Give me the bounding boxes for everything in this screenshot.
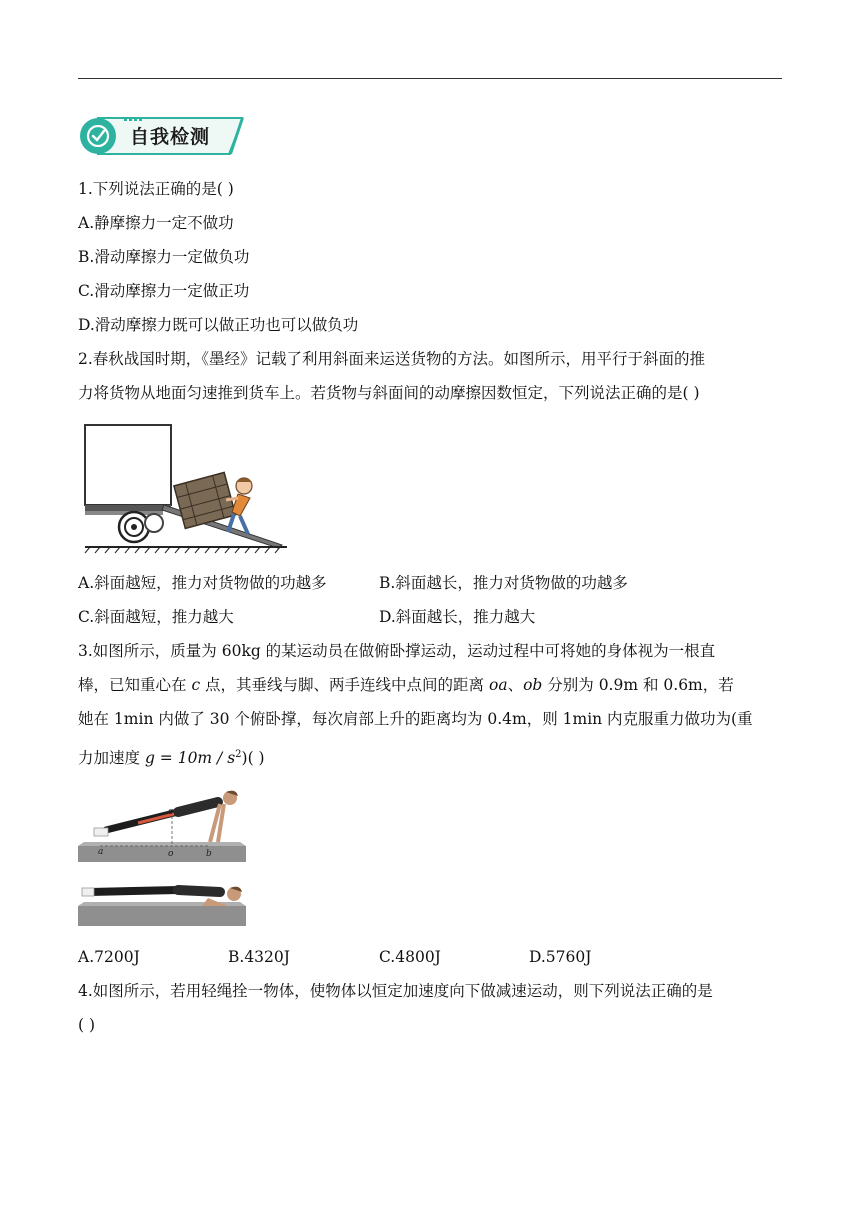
q3-var-ob: ob xyxy=(523,676,543,694)
q2-option-b: B.斜面越长，推力对货物做的功越多 xyxy=(379,574,628,592)
q2-stem-line1: 2.春秋战国时期，《墨经》记载了利用斜面来运送货物的方法。如图所示，用平行于斜面的推 xyxy=(78,350,706,368)
q3-formula-sup: 2 xyxy=(235,749,242,760)
q1-stem: 1.下列说法正确的是( ) xyxy=(78,180,234,198)
section-title: 自我检测 xyxy=(130,126,211,148)
q3-figure-pushup-lowered xyxy=(78,876,248,932)
q3-fig-label-o: o xyxy=(168,849,174,859)
q3-formula: g = 10m / s xyxy=(144,749,236,768)
q3-option-d: D.5760J xyxy=(529,948,592,966)
section-badge xyxy=(78,114,246,158)
q1-option-b: B.滑动摩擦力一定做负功 xyxy=(78,248,250,266)
q3-var-oa: oa xyxy=(488,676,508,694)
q3-fig-label-a: a xyxy=(98,847,104,857)
q4-stem-line2: ( ) xyxy=(78,1016,96,1034)
q3-stem-line4-b: )( ) xyxy=(241,749,265,768)
q3-fig-label-c: c xyxy=(168,807,174,817)
q1-option-c: C.滑动摩擦力一定做正功 xyxy=(78,282,250,300)
q2-figure-truck-ramp xyxy=(82,420,292,559)
q3-fig-label-b: b xyxy=(206,849,212,859)
q2-option-a: A.斜面越短，推力对货物做的功越多 xyxy=(78,574,327,592)
q2-option-c: C.斜面越短，推力越大 xyxy=(78,608,234,626)
q3-stem-line2-c: 分别为 0.9m 和 0.6m，若 xyxy=(542,676,734,694)
header-rule xyxy=(78,78,782,79)
q3-stem-line4 xyxy=(78,745,265,768)
q3-stem-line4-a: 力加速度 xyxy=(78,749,145,768)
q3-figure-pushup-raised xyxy=(78,784,248,868)
q3-option-c: C.4800J xyxy=(379,948,441,966)
q3-option-a: A.7200J xyxy=(78,948,140,966)
q4-stem-line1: 4.如图所示，若用轻绳拴一物体，使物体以恒定加速度向下做减速运动，则下列说法正确的是 xyxy=(78,982,713,1000)
q3-var-c: c xyxy=(191,676,201,694)
q3-stem-line2 xyxy=(78,675,734,695)
q3-stem-line2-a: 棒，已知重心在 xyxy=(78,676,192,694)
q1-option-d: D.滑动摩擦力既可以做正功也可以做负功 xyxy=(78,316,359,334)
q3-sep: 、 xyxy=(507,676,524,694)
q3-stem-line2-b: 点，其垂线与脚、两手连线中点间的距离 xyxy=(200,676,489,694)
q3-stem-line1: 3.如图所示，质量为 60kg 的某运动员在做俯卧撑运动，运动过程中可将她的身体视为一根直 xyxy=(78,642,716,660)
q2-stem-line2: 力将货物从地面匀速推到货车上。若货物与斜面间的动摩擦因数恒定，下列说法正确的是( ) xyxy=(78,384,700,402)
q3-option-b: B.4320J xyxy=(228,948,290,966)
q2-option-d: D.斜面越长，推力越大 xyxy=(379,608,536,626)
q1-option-a: A.静摩擦力一定不做功 xyxy=(78,214,234,232)
q3-stem-line3: 她在 1min 内做了 30 个俯卧撑，每次肩部上升的距离均为 0.4m，则 1min 内克服重力做功为(重 xyxy=(78,710,753,728)
